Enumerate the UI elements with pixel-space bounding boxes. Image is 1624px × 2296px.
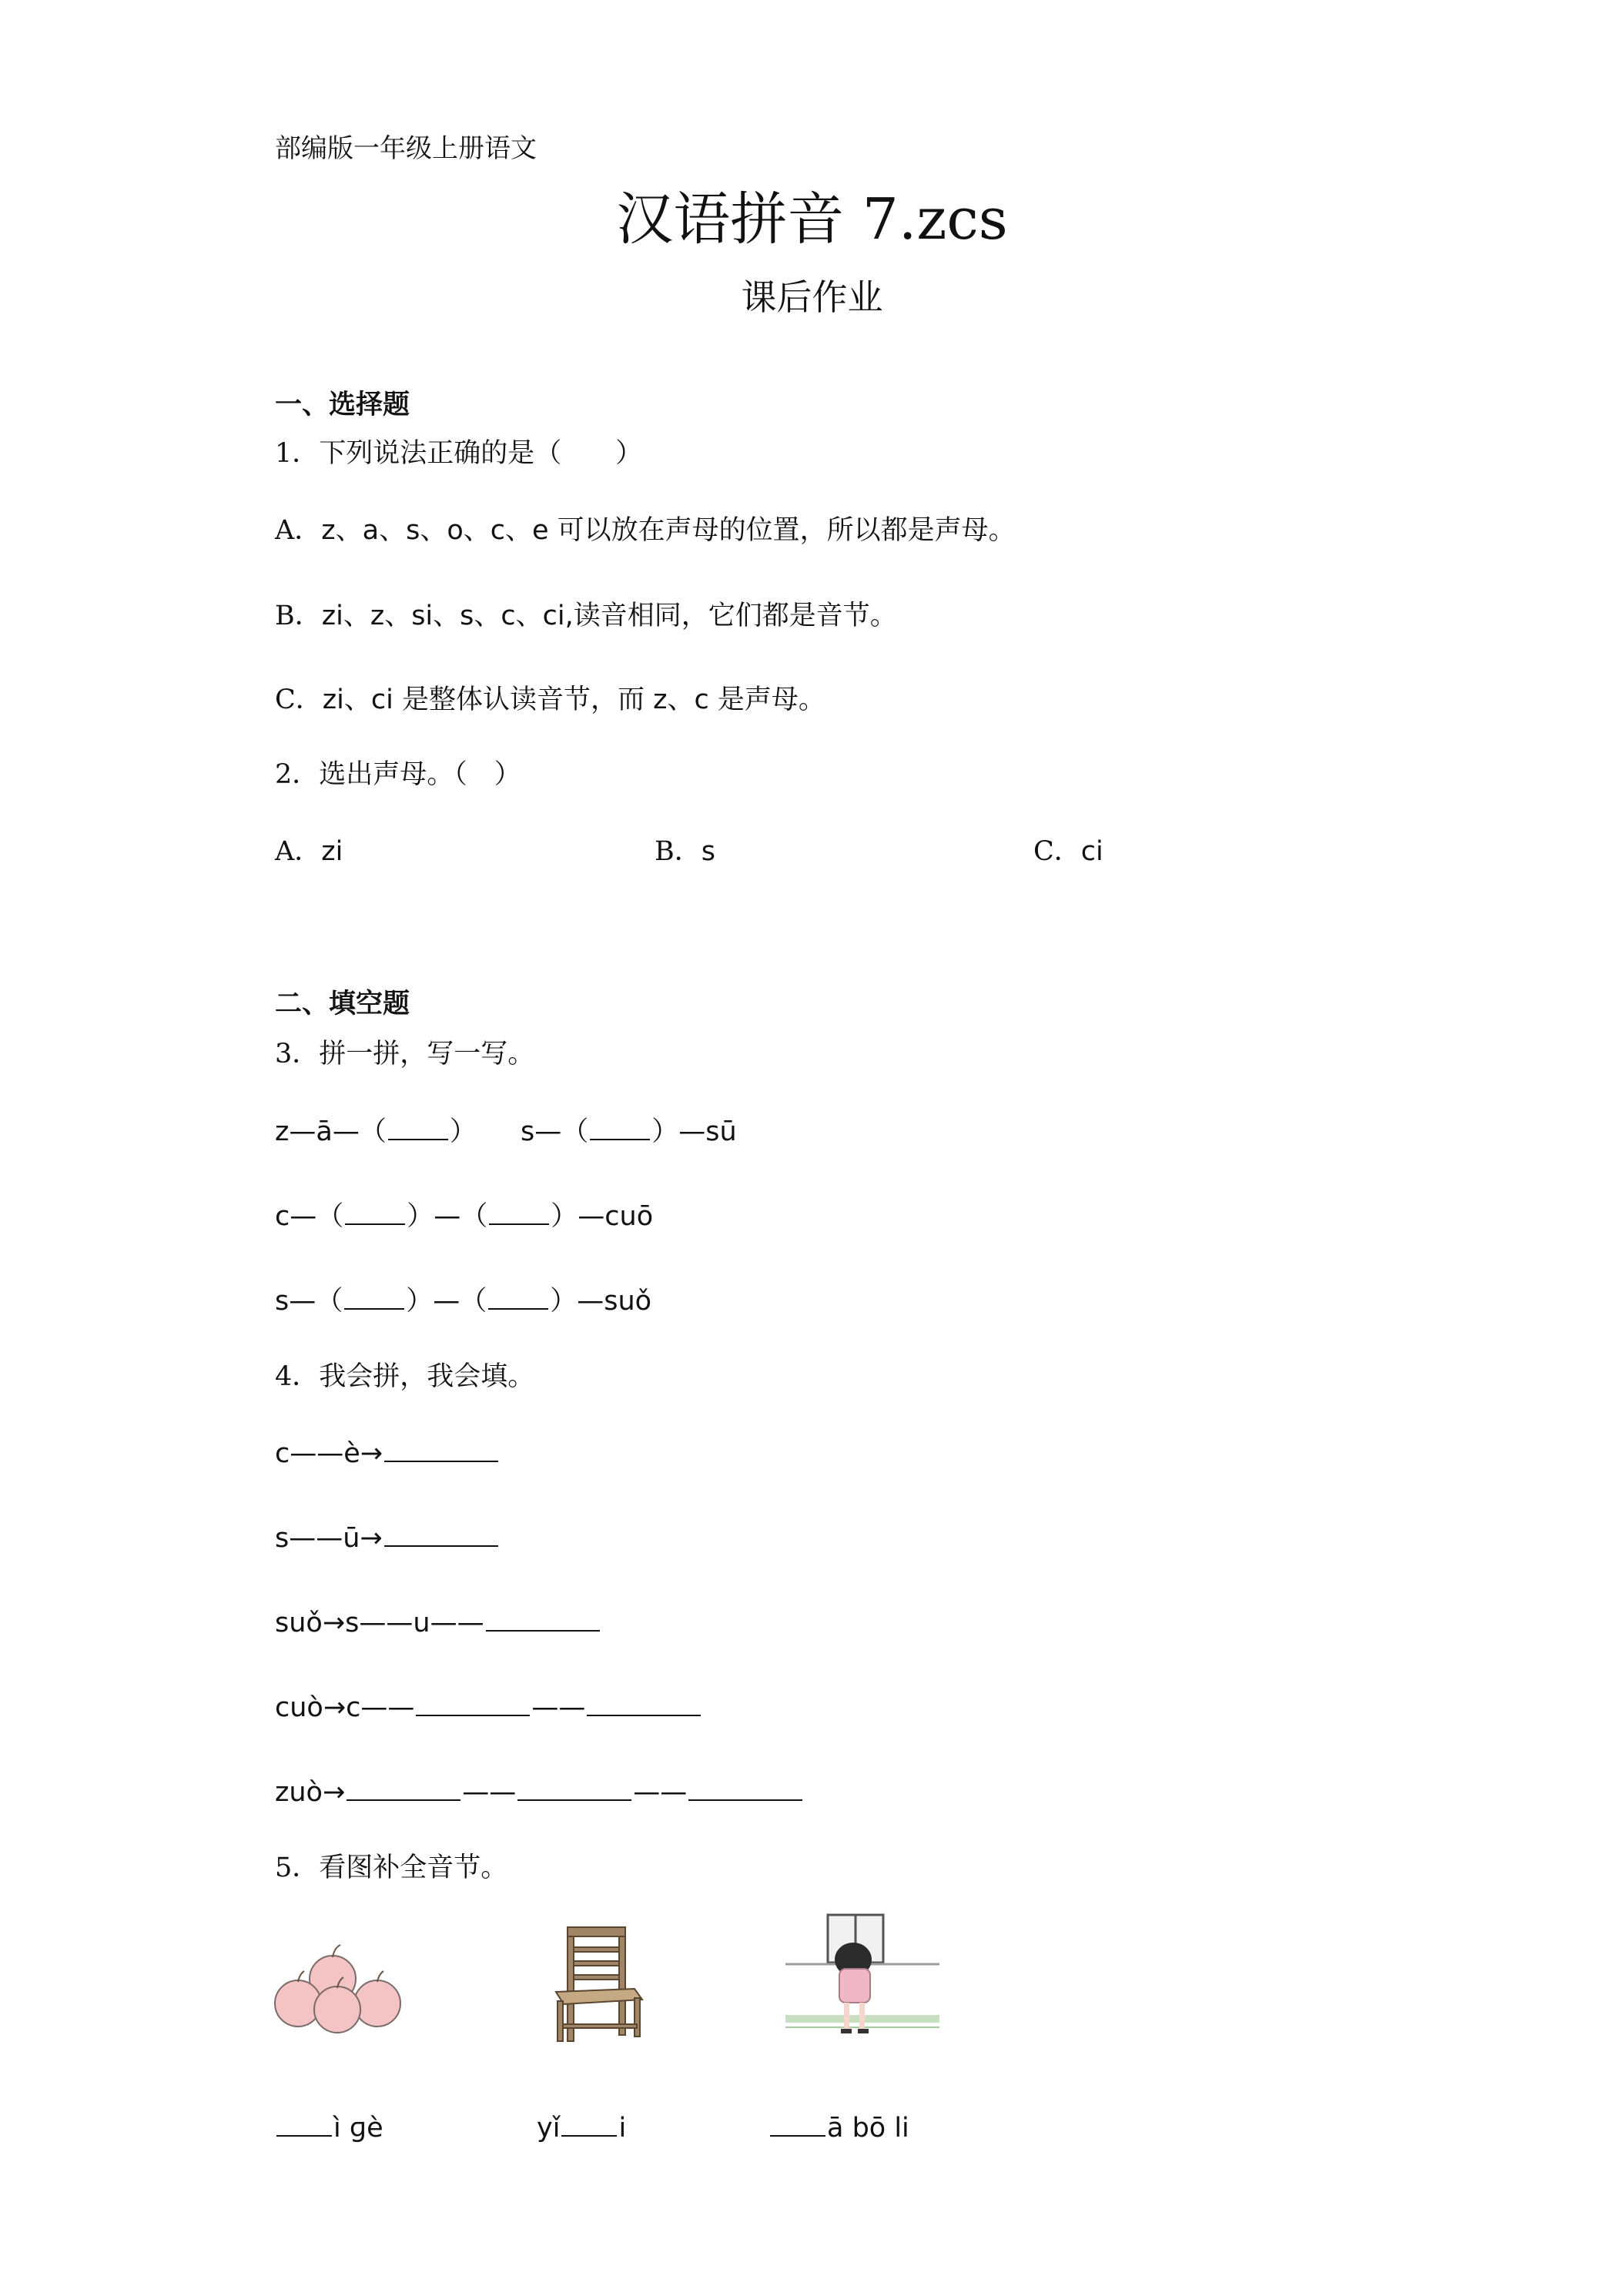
question-5-stem: 5．看图补全音节。: [275, 1853, 508, 1883]
question-1-stem: 1．下列说法正确的是（ ）: [275, 438, 643, 469]
row-text: zuò→: [275, 1777, 346, 1808]
option-text: s: [701, 836, 715, 867]
question-1-option-a[interactable]: [275, 512, 1016, 549]
row-text: ）—suǒ: [550, 1286, 652, 1317]
answer-blank[interactable]: [388, 1116, 448, 1140]
answer-blank[interactable]: [587, 1692, 701, 1716]
row-text: yǐ: [537, 2113, 561, 2144]
question-1-option-b[interactable]: [275, 597, 897, 634]
question-3-row-3: [275, 1283, 651, 1320]
row-text: ā bō li: [827, 2113, 909, 2144]
question-2-stem: 2．选出声母。（ ）: [275, 759, 521, 790]
apples-icon: [271, 1933, 410, 2040]
row-text: ——: [633, 1777, 688, 1808]
question-5-syllable-2: [537, 2110, 626, 2147]
option-label: B．: [275, 601, 322, 631]
apple-shape: [354, 1980, 400, 2027]
answer-blank[interactable]: [344, 1285, 404, 1310]
answer-blank[interactable]: [561, 2112, 617, 2137]
apple-shape: [314, 1986, 360, 2033]
question-4-row-4: [275, 1689, 702, 1726]
row-text: i: [618, 2113, 627, 2144]
question-2-option-b[interactable]: [655, 833, 715, 870]
row-text: c——è→: [275, 1438, 383, 1469]
question-4-row-3: [275, 1605, 601, 1642]
option-label: B．: [655, 836, 702, 867]
option-label: C．: [1033, 836, 1081, 867]
row-text: s——ū→: [275, 1523, 383, 1554]
option-text: zi: [321, 836, 343, 867]
question-5-syllable-1: [275, 2110, 383, 2147]
question-1-option-c[interactable]: [275, 681, 825, 718]
answer-blank[interactable]: [345, 1200, 405, 1225]
row-text: ）—sū: [651, 1116, 737, 1147]
chair-icon: [548, 1921, 648, 2044]
apple-shape: [275, 1980, 321, 2027]
question-3-row-2: [275, 1198, 653, 1235]
question-4-row-1: [275, 1435, 500, 1472]
option-label: A．: [275, 836, 322, 867]
answer-blank[interactable]: [276, 2112, 332, 2137]
question-4-row-5: [275, 1774, 804, 1811]
page-title: 汉语拼音 7.zcs: [616, 186, 1008, 253]
option-text: zi、ci 是整体认读音节，而 z、c 是声母。: [322, 684, 825, 715]
question-5-syllable-3: [768, 2110, 909, 2147]
answer-blank[interactable]: [384, 1522, 498, 1547]
row-text: ——: [462, 1777, 517, 1808]
answer-blank[interactable]: [489, 1200, 549, 1225]
section-heading-choice: 一、选择题: [275, 390, 410, 420]
question-2-option-a[interactable]: [275, 833, 343, 870]
row-text: ）—（: [407, 1201, 488, 1232]
row-text: ）—cuō: [551, 1201, 654, 1232]
question-2-option-c[interactable]: [1033, 833, 1103, 870]
option-label: A．: [275, 515, 322, 546]
answer-blank[interactable]: [590, 1116, 650, 1140]
row-text: cuò→c——: [275, 1692, 415, 1723]
answer-blank[interactable]: [770, 2112, 825, 2137]
section-heading-fill: 二、填空题: [275, 989, 410, 1019]
answer-blank[interactable]: [384, 1438, 498, 1462]
row-text: s—（: [275, 1286, 343, 1317]
question-3-row-1b: [521, 1113, 737, 1150]
answer-blank[interactable]: [347, 1776, 460, 1801]
question-4-row-2: [275, 1520, 500, 1557]
girl-window-icon: [785, 1913, 939, 2052]
page-subtitle: 课后作业: [741, 276, 883, 318]
answer-blank[interactable]: [488, 1285, 548, 1310]
question-3-stem: 3．拼一拼，写一写。: [275, 1039, 535, 1069]
option-label: C．: [275, 684, 323, 715]
row-text: suǒ→s——u——: [275, 1608, 484, 1638]
textbook-label: 部编版一年级上册语文: [275, 133, 537, 164]
answer-blank[interactable]: [688, 1776, 802, 1801]
row-text: c—（: [275, 1201, 344, 1232]
row-text: ì ɡè: [333, 2113, 383, 2144]
row-text: z—ā—（: [275, 1116, 387, 1147]
option-text: zi、z、si、s、c、ci,读音相同，它们都是音节。: [321, 601, 897, 631]
option-text: ci: [1080, 836, 1103, 867]
row-text: ——: [531, 1692, 586, 1723]
row-text: ）: [449, 1116, 477, 1147]
answer-blank[interactable]: [416, 1692, 530, 1716]
question-3-row-1a: [275, 1113, 477, 1150]
answer-blank[interactable]: [517, 1776, 631, 1801]
answer-blank[interactable]: [486, 1607, 600, 1632]
option-text: z、a、s、o、c、e 可以放在声母的位置，所以都是声母。: [321, 515, 1016, 546]
question-4-stem: 4．我会拼，我会填。: [275, 1361, 535, 1392]
row-text: s—（: [521, 1116, 589, 1147]
row-text: ）—（: [406, 1286, 487, 1317]
